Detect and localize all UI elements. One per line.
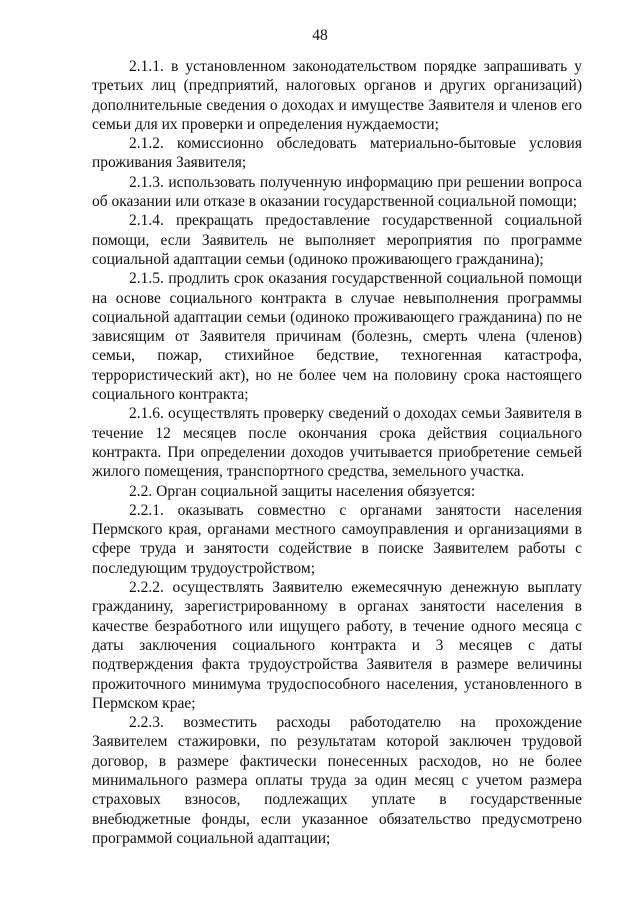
clause-2-2-1: 2.2.1. оказывать совместно с органами занятости населения Пермского края, органами местного самоуправления и организациями в сфере труда и занятости содействие в поиске Заявителем работы с последующим трудоустройством; [92, 501, 582, 577]
document-body [92, 57, 582, 848]
clause-2-2-3: 2.2.3. возместить расходы работодателю на прохождение Заявителем стажировки, по результатам которой заключен трудовой договор, в размере фактически понесенных расходов, но не более минимального размера оплаты труда за один месяц с учетом размера страховых взносов, подлежащих уплате в государственные внебюджетные фонды, если указанное обязательство предусмотрено программой социальной адаптации; [92, 714, 582, 847]
page-number: 48 [312, 27, 328, 44]
clause-2-1-4: 2.1.4. прекращать предоставление государственной социальной помощи, если Заявитель не выполняет мероприятия по программе социальной адаптации семьи (одиноко проживающего гражданина); [92, 212, 582, 268]
clause-2-1-3: 2.1.3. использовать полученную информацию при решении вопроса об оказании или отказе в оказании государственной социальной помощи; [92, 173, 582, 211]
clause-2-1-5: 2.1.5. продлить срок оказания государственной социальной помощи на основе социального контракта в случае невыполнения программы социальной адаптации семьи (одиноко проживающего гражданина) по не зависящим от Заявителя причинам (болезнь, смерть члена (членов) семьи, пожар, стихийное бедствие, техногенная катастрофа, террористический акт), но не более чем на половину срока настоящего социального контракта; [92, 270, 582, 404]
clause-2-2: 2.2. Орган социальной защиты населения обязуется: [129, 482, 476, 500]
clause-2-2-2: 2.2.2. осуществлять Заявителю ежемесячную денежную выплату гражданину, зарегистрированному в органах занятости населения в качестве безработного или ищущего работу, в течение одного месяца с даты заключения социального контракта и 3 месяцев с даты подтверждения факта трудоустройства Заявителя в размере величины прожиточного минимума трудоспособного населения, установленного в Пермском крае; [92, 579, 582, 712]
clause-2-1-6: 2.1.6. осуществлять проверку сведений о доходах семьи Заявителя в течение 12 месяцев после окончания срока действия социального контракта. При определении доходов учитывается приобретение семьей жилого помещения, транспортного средства, земельного участка. [92, 405, 582, 481]
clause-2-1-2: 2.1.2. комиссионно обследовать материально-бытовые условия проживания Заявителя; [92, 135, 582, 172]
clause-2-1-1: 2.1.1. в установленном законодательством порядке запрашивать у третьих лиц (предприятий, налоговых органов и других организаций) дополнительные сведения о доходах и имуществе Заявителя и членов его семьи для их проверки и определения нуждаемости; [92, 58, 582, 133]
